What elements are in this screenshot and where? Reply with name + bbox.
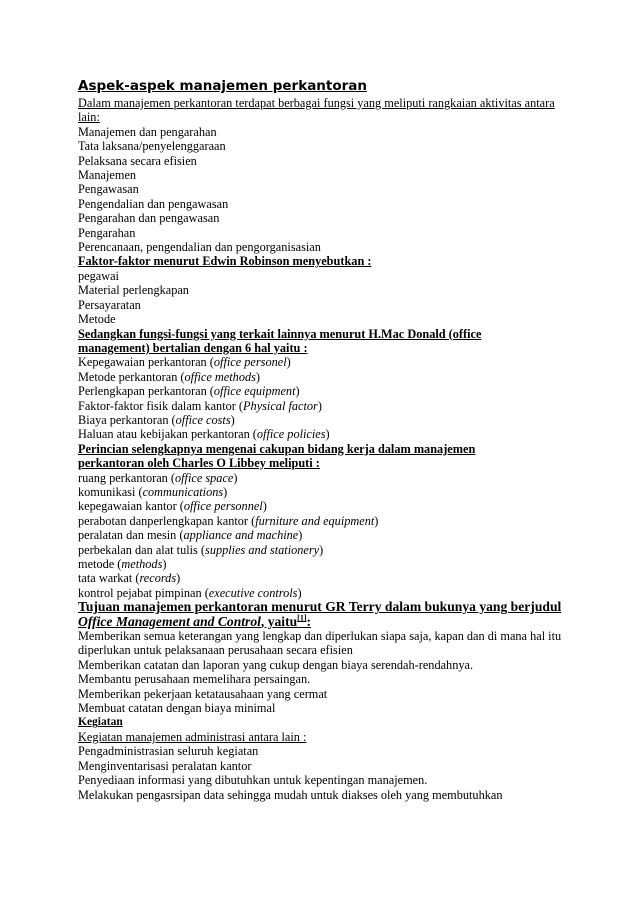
list-item (78, 499, 568, 513)
item-text: Faktor-faktor fisik dalam kantor ( (78, 398, 244, 413)
macdonald-heading: Sedangkan fungsi-fungsi yang terkait lainnya menurut H.Mac Donald (office management) bertalian dengan 6 hal yaitu : (78, 326, 482, 355)
item-text: kepegawaian kantor ( (78, 499, 184, 514)
item-term: methods (121, 557, 163, 571)
item-term: office personnel (183, 499, 263, 514)
list-item: Pengarahan dan pengawasan (78, 211, 220, 226)
list-item (78, 557, 568, 571)
list-item: Membuat catatan dengan biaya minimal (78, 701, 276, 716)
list-item (78, 528, 568, 542)
kegiatan-heading: Kegiatan (78, 716, 123, 729)
list-item (78, 543, 568, 557)
item-term: communications (142, 484, 224, 499)
list-item (78, 471, 568, 485)
list-item: Memberikan catatan dan laporan yang cukup dengan biaya serendah-rendahnya. (78, 657, 474, 672)
libbey-list (78, 471, 568, 601)
list-item: Perencanaan, pengendalian dan pengorganisasian (78, 240, 321, 255)
robinson-heading: Faktor-faktor menurut Edwin Robinson menyebutkan : (78, 254, 372, 269)
list-item: Manajemen dan pengarahan (78, 124, 217, 139)
list-item (78, 370, 568, 384)
macdonald-list (78, 355, 568, 441)
footnote-link[interactable]: [1] (297, 613, 307, 623)
list-item (78, 586, 568, 600)
list-item (78, 384, 568, 398)
item-term: office methods (184, 369, 256, 384)
item-term: records (139, 571, 177, 586)
item-term: office space (174, 470, 234, 485)
terry-list (78, 629, 568, 715)
item-end: ) (325, 427, 330, 442)
item-text: kontrol pejabat pimpinan ( (78, 585, 209, 600)
item-end: ) (223, 484, 228, 499)
list-item (78, 571, 568, 585)
item-term: furniture and equipment (255, 513, 375, 528)
terry-heading-yaitu: , yaitu (260, 613, 298, 629)
item-term: office personel (213, 355, 287, 370)
robinson-list (78, 269, 568, 327)
item-text: komunikasi ( (78, 484, 143, 499)
list-item: Pengadministrasian seluruh kegiatan (78, 744, 259, 759)
list-item: pegawai (78, 268, 119, 283)
terry-heading (78, 600, 568, 629)
list-item: Persayaratan (78, 297, 141, 312)
item-text: perabotan danperlengkapan kantor ( (78, 513, 256, 528)
item-text: ruang perkantoran ( (78, 470, 175, 485)
item-end: ) (233, 470, 238, 485)
list-item: Membantu perusahaan memelihara persaingan. (78, 672, 311, 687)
item-text: tata warkat ( (78, 571, 140, 586)
item-term: Physical factor (243, 398, 318, 413)
list-item: Pengendalian dan pengawasan (78, 196, 229, 211)
item-end: ) (317, 398, 322, 413)
list-item (78, 399, 568, 413)
item-end: ) (262, 499, 267, 514)
terry-heading-colon: : (306, 613, 312, 629)
functions-list (78, 125, 568, 255)
item-end: ) (162, 557, 167, 571)
item-term: office equipment (213, 384, 296, 399)
item-text: Metode perkantoran ( (78, 369, 185, 384)
list-item: Pengarahan (78, 225, 136, 240)
item-end: ) (297, 585, 302, 600)
item-term: appliance and machine (183, 528, 299, 543)
item-text: Kepegawaian perkantoran ( (78, 355, 214, 370)
list-item: Melakukan pengasrsipan data sehingga mudah untuk diakses oleh yang membutuhkan (78, 787, 503, 802)
kegiatan-subheading: Kegiatan manajemen administrasi antara lain : (78, 729, 307, 744)
item-term: office policies (256, 427, 326, 442)
libbey-heading: Perincian selengkapnya mengenai cakupan bidang kerja dalam manajemen perkantoran oleh Charles O Libbey meliputi : (78, 441, 476, 471)
list-item: Material perlengkapan (78, 283, 189, 298)
item-end: ) (176, 571, 181, 586)
document-page (78, 78, 568, 802)
list-item: Memberikan pekerjaan ketatausahaan yang cermat (78, 686, 328, 701)
item-end: ) (298, 528, 303, 543)
list-item (78, 485, 568, 499)
item-term: office costs (175, 412, 231, 427)
item-end: ) (255, 369, 261, 384)
list-item: Manajemen (78, 168, 137, 183)
item-end: ) (374, 513, 379, 528)
item-text: Haluan atau kebijakan perkantoran ( (78, 427, 257, 442)
page-title: Aspek-aspek manajemen perkantoran (78, 78, 368, 94)
item-term: executive controls (208, 585, 298, 600)
list-item: Metode (78, 312, 116, 327)
list-item (78, 427, 568, 441)
terry-heading-line1: Tujuan manajemen perkantoran menurut GR Terry dalam bukunya yang berjudul (78, 599, 562, 615)
list-item: Menginventarisasi peralatan kantor (78, 758, 252, 773)
item-end: ) (295, 384, 300, 399)
list-item: Penyediaan informasi yang dibutuhkan untuk kepentingan manajemen. (78, 773, 428, 788)
list-item: Pengawasan (78, 182, 139, 197)
item-text: peralatan dan mesin ( (78, 528, 184, 543)
item-text: Biaya perkantoran ( (78, 412, 176, 427)
list-item: Pelaksana secara efisien (78, 153, 197, 168)
item-text: metode ( (78, 557, 122, 571)
list-item: Memberikan semua keterangan yang lengkap dan diperlukan siapa saja, kapan dan di mana hal itu diperlukan untuk pelaksanaan perusahaan secara efisien (78, 629, 562, 658)
item-end: ) (319, 542, 324, 557)
item-text: perbekalan dan alat tulis ( (78, 542, 206, 557)
terry-book-title: Office Management and Control (78, 613, 261, 629)
list-item: Tata laksana/penyelenggaraan (78, 139, 226, 154)
intro-paragraph: Dalam manajemen perkantoran terdapat berbagai fungsi yang meliputi rangkaian aktivitas antara lain: (78, 96, 555, 125)
kegiatan-list (78, 744, 568, 802)
item-term: supplies and stationery (205, 542, 320, 557)
item-end: ) (230, 412, 235, 427)
item-end: ) (286, 355, 291, 370)
list-item (78, 413, 568, 427)
list-item (78, 514, 568, 528)
item-text: Perlengkapan perkantoran ( (78, 384, 214, 399)
list-item (78, 355, 568, 369)
